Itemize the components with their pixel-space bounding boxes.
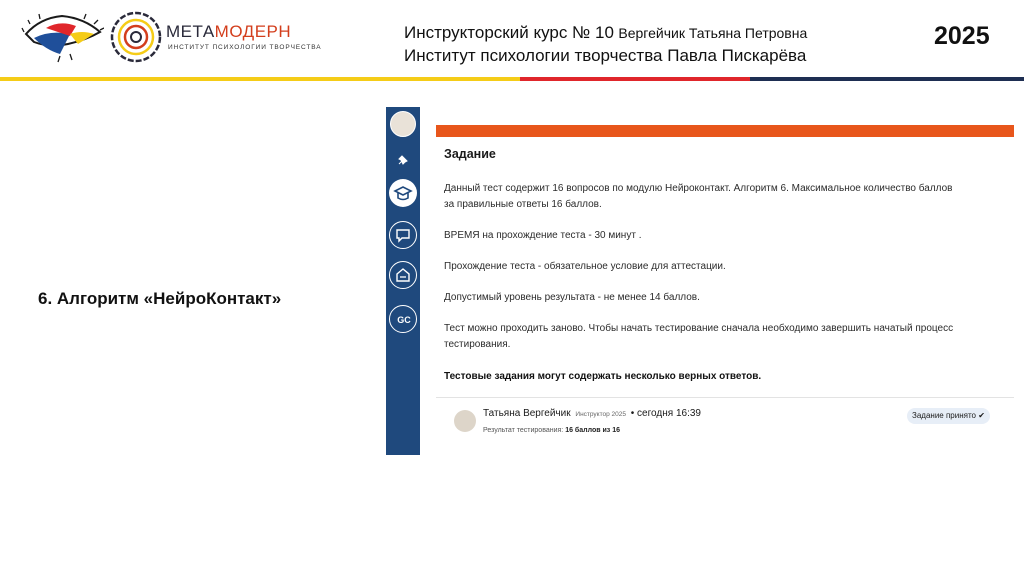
chat-icon — [390, 222, 416, 248]
stripe-red — [520, 77, 750, 81]
reviewer-role: Инструктор 2025 — [575, 411, 626, 418]
metamodern-logo-mark — [108, 8, 164, 66]
institute-logo-emblem — [20, 10, 104, 64]
sidebar-rail — [386, 107, 420, 455]
task-paragraph: Тест можно проходить заново. Чтобы начать тестирование сначала необходимо завершить начатый процесс тестирования. — [444, 323, 954, 350]
nav-gc[interactable] — [389, 305, 417, 333]
accent-bar — [436, 125, 1014, 137]
certificate-icon — [390, 262, 416, 288]
user-avatar[interactable] — [390, 111, 416, 137]
author-name: Вергейчик Татьяна Петровна — [618, 25, 808, 41]
reviewer-line — [483, 408, 701, 419]
stripe-yellow — [0, 77, 520, 81]
test-result — [483, 427, 620, 434]
pin-icon[interactable] — [397, 154, 409, 166]
task-paragraph-bold: Тестовые задания могут содержать несколько верных ответов. — [444, 371, 762, 382]
task-paragraph: Допустимый уровень результата - не менее 14 баллов. — [444, 292, 700, 303]
result-label: Результат тестирования: — [483, 427, 564, 434]
slide-heading: 6. Алгоритм «НейроКонтакт» — [38, 289, 282, 308]
result-value: 16 баллов из 16 — [565, 427, 620, 434]
status-badge: Задание принято ✔ — [907, 408, 990, 424]
task-paragraph: ВРЕМЯ на прохождение теста - 30 минут . — [444, 230, 642, 241]
nav-chat[interactable] — [389, 221, 417, 249]
year-label: 2025 — [934, 22, 990, 50]
task-paragraph: Прохождение теста - обязательное условие для аттестации. — [444, 261, 726, 272]
course-title: Инструкторский курс № 10 — [404, 23, 614, 42]
reviewer-name[interactable]: Татьяна Вергейчик — [483, 408, 571, 419]
nav-certificate[interactable] — [389, 261, 417, 289]
brand-subtitle: ИНСТИТУТ ПСИХОЛОГИИ ТВОРЧЕСТВА — [168, 44, 322, 51]
gc-icon: GC — [397, 315, 411, 325]
institute-name: Институт психологии творчества Павла Пискарёва — [404, 46, 807, 65]
task-title: Задание — [444, 147, 496, 161]
review-time: • сегодня 16:39 — [630, 408, 701, 419]
header-title — [404, 22, 807, 67]
nav-courses[interactable] — [389, 179, 417, 207]
embedded-screenshot — [386, 107, 1014, 455]
reviewer-avatar — [454, 410, 476, 432]
stripe-navy — [750, 77, 1024, 81]
task-paragraph: Данный тест содержит 16 вопросов по модулю Нейроконтакт. Алгоритм 6. Максимальное количество баллов за правильные ответы 16 баллов. — [444, 183, 953, 210]
graduation-cap-icon — [389, 179, 417, 207]
divider — [436, 397, 1014, 398]
brand-name: МЕТАМОДЕРН — [166, 22, 292, 41]
